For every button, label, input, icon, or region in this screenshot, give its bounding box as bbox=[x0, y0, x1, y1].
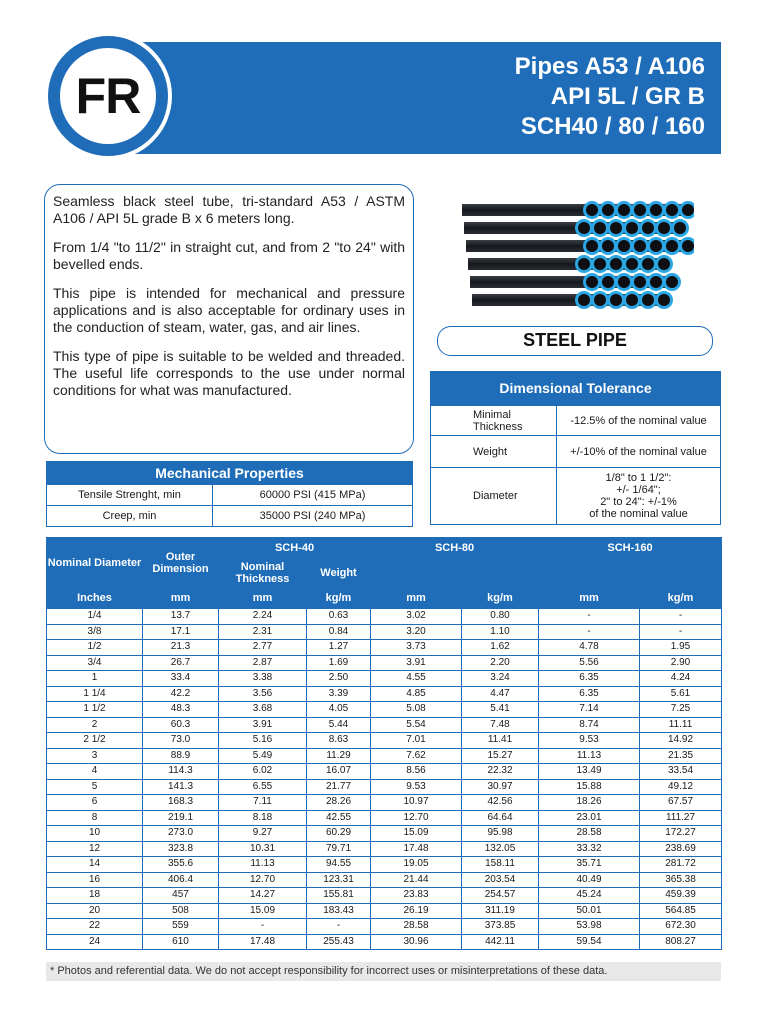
table-cell: - bbox=[307, 919, 371, 935]
table-cell: 11.13 bbox=[539, 748, 640, 764]
header-blank bbox=[462, 558, 539, 588]
table-cell: 59.54 bbox=[539, 934, 640, 950]
table-cell: 238.69 bbox=[640, 841, 722, 857]
unit-header: mm bbox=[539, 588, 640, 609]
table-cell: 42.56 bbox=[462, 795, 539, 811]
table-row bbox=[47, 841, 722, 857]
table-cell: 15.27 bbox=[462, 748, 539, 764]
mechanical-title: Mechanical Properties bbox=[47, 462, 412, 484]
tolerance-value-line: 2" to 24": +/-1% bbox=[600, 496, 677, 508]
table-row bbox=[47, 872, 722, 888]
table-cell: 35.71 bbox=[539, 857, 640, 873]
table-cell: 60.29 bbox=[307, 826, 371, 842]
table-cell: 21.44 bbox=[371, 872, 462, 888]
table-cell: 30.97 bbox=[462, 779, 539, 795]
unit-header: mm bbox=[143, 588, 219, 609]
table-row bbox=[47, 779, 722, 795]
pipe-dimensions-table bbox=[46, 537, 722, 950]
table-cell: 79.71 bbox=[307, 841, 371, 857]
table-cell: 88.9 bbox=[143, 748, 219, 764]
table-cell: 610 bbox=[143, 934, 219, 950]
table-cell: 2 1/2 bbox=[47, 733, 143, 749]
table-row bbox=[47, 888, 722, 904]
table-cell: 17.1 bbox=[143, 624, 219, 640]
table-cell: 5.49 bbox=[219, 748, 307, 764]
table-cell: 1 1/4 bbox=[47, 686, 143, 702]
table-cell: 5 bbox=[47, 779, 143, 795]
table-cell: 12.70 bbox=[371, 810, 462, 826]
table-row bbox=[47, 795, 722, 811]
mechanical-value: 60000 PSI (415 MPa) bbox=[259, 489, 366, 501]
table-cell: 13.7 bbox=[143, 609, 219, 625]
table-cell: 564.85 bbox=[640, 903, 722, 919]
table-row bbox=[47, 686, 722, 702]
table-cell: 311.19 bbox=[462, 903, 539, 919]
table-cell: 255.43 bbox=[307, 934, 371, 950]
header-nominal-diameter: Nominal Diameter bbox=[47, 538, 143, 588]
table-cell: 2.90 bbox=[640, 655, 722, 671]
table-cell: 1 1/2 bbox=[47, 702, 143, 718]
table-cell: 3.24 bbox=[462, 671, 539, 687]
tolerance-row bbox=[431, 467, 720, 524]
brand-logo bbox=[44, 32, 172, 160]
table-cell: 183.43 bbox=[307, 903, 371, 919]
table-cell: 442.11 bbox=[462, 934, 539, 950]
table-cell: 17.48 bbox=[371, 841, 462, 857]
table-row bbox=[47, 903, 722, 919]
table-cell: 53.98 bbox=[539, 919, 640, 935]
table-cell: 11.29 bbox=[307, 748, 371, 764]
tolerance-value: -12.5% of the nominal value bbox=[570, 414, 707, 427]
description-paragraph: From 1/4 "to 11/2" in straight cut, and from 2 "to 24" with bevelled ends. bbox=[53, 239, 405, 272]
table-cell: 95.98 bbox=[462, 826, 539, 842]
tolerance-title: Dimensional Tolerance bbox=[431, 372, 720, 405]
table-cell: 8 bbox=[47, 810, 143, 826]
title-line-2: API 5L / GR B bbox=[550, 83, 705, 110]
table-cell: 20 bbox=[47, 903, 143, 919]
table-cell: 8.18 bbox=[219, 810, 307, 826]
table-cell: - bbox=[539, 624, 640, 640]
table-cell: 6.55 bbox=[219, 779, 307, 795]
tolerance-row bbox=[431, 435, 720, 467]
table-cell: 672.30 bbox=[640, 919, 722, 935]
tolerance-row bbox=[431, 405, 720, 435]
table-row bbox=[47, 717, 722, 733]
page-title bbox=[515, 52, 705, 142]
mechanical-label: Tensile Strenght, min bbox=[47, 485, 213, 505]
table-cell: 11.11 bbox=[640, 717, 722, 733]
table-cell: 3.91 bbox=[371, 655, 462, 671]
tolerance-value: +/-10% of the nominal value bbox=[570, 445, 707, 458]
table-cell: 12 bbox=[47, 841, 143, 857]
table-row bbox=[47, 934, 722, 950]
table-cell: 8.56 bbox=[371, 764, 462, 780]
table-cell: 6.35 bbox=[539, 671, 640, 687]
table-cell: 254.57 bbox=[462, 888, 539, 904]
table-cell: 203.54 bbox=[462, 872, 539, 888]
table-cell: 2.20 bbox=[462, 655, 539, 671]
footnote: * Photos and referential data. We do not accept responsibility for incorrect uses or misinterpretations of these data. bbox=[46, 962, 721, 981]
header-group-sch40: SCH-40 bbox=[219, 538, 371, 558]
table-cell: 12.70 bbox=[219, 872, 307, 888]
table-cell: 21.3 bbox=[143, 640, 219, 656]
table-cell: - bbox=[539, 609, 640, 625]
table-cell: 3.38 bbox=[219, 671, 307, 687]
table-cell: 21.77 bbox=[307, 779, 371, 795]
table-cell: 0.63 bbox=[307, 609, 371, 625]
table-cell: 7.62 bbox=[371, 748, 462, 764]
table-cell: 10 bbox=[47, 826, 143, 842]
table-cell: 323.8 bbox=[143, 841, 219, 857]
table-cell: 459.39 bbox=[640, 888, 722, 904]
table-cell: 2.77 bbox=[219, 640, 307, 656]
table-cell: 6.35 bbox=[539, 686, 640, 702]
table-cell: 64.64 bbox=[462, 810, 539, 826]
table-cell: 28.58 bbox=[371, 919, 462, 935]
table-cell: 30.96 bbox=[371, 934, 462, 950]
unit-header: mm bbox=[371, 588, 462, 609]
table-cell: 73.0 bbox=[143, 733, 219, 749]
mechanical-row bbox=[47, 484, 412, 505]
tolerance-value-line: +/- 1/64"; bbox=[616, 484, 661, 496]
table-cell: 1.10 bbox=[462, 624, 539, 640]
table-cell: 355.6 bbox=[143, 857, 219, 873]
table-cell: 26.7 bbox=[143, 655, 219, 671]
table-cell: 6.02 bbox=[219, 764, 307, 780]
table-cell: 5.54 bbox=[371, 717, 462, 733]
table-cell: 67.57 bbox=[640, 795, 722, 811]
tolerance-value-line: 1/8" to 1 1/2": bbox=[605, 472, 672, 484]
unit-header: mm bbox=[219, 588, 307, 609]
table-cell: 21.35 bbox=[640, 748, 722, 764]
header-banner bbox=[92, 42, 721, 154]
table-cell: 2.87 bbox=[219, 655, 307, 671]
table-cell: - bbox=[219, 919, 307, 935]
unit-header: kg/m bbox=[307, 588, 371, 609]
table-cell: 50.01 bbox=[539, 903, 640, 919]
table-cell: 7.11 bbox=[219, 795, 307, 811]
table-cell: 5.44 bbox=[307, 717, 371, 733]
table-cell: 4.78 bbox=[539, 640, 640, 656]
table-cell: 281.72 bbox=[640, 857, 722, 873]
mechanical-properties-table bbox=[46, 461, 413, 527]
tolerance-label: Weight bbox=[431, 436, 557, 467]
table-cell: 559 bbox=[143, 919, 219, 935]
table-row bbox=[47, 624, 722, 640]
table-cell: - bbox=[640, 624, 722, 640]
tolerance-label: Minimal Thickness bbox=[431, 406, 557, 435]
table-cell: 19.05 bbox=[371, 857, 462, 873]
table-cell: 14.92 bbox=[640, 733, 722, 749]
table-cell: 172.27 bbox=[640, 826, 722, 842]
header-group-sch80: SCH-80 bbox=[371, 538, 539, 558]
table-cell: 5.41 bbox=[462, 702, 539, 718]
mechanical-value: 35000 PSI (240 MPa) bbox=[259, 510, 366, 522]
table-cell: 808.27 bbox=[640, 934, 722, 950]
table-cell: 4.85 bbox=[371, 686, 462, 702]
table-cell: 4.55 bbox=[371, 671, 462, 687]
table-row bbox=[47, 655, 722, 671]
table-cell: 49.12 bbox=[640, 779, 722, 795]
table-cell: 1.95 bbox=[640, 640, 722, 656]
tolerance-label: Diameter bbox=[431, 468, 557, 524]
header-blank bbox=[371, 558, 462, 588]
table-cell: 2.24 bbox=[219, 609, 307, 625]
table-cell: 3.73 bbox=[371, 640, 462, 656]
table-cell: 3.39 bbox=[307, 686, 371, 702]
header-weight: Weight bbox=[307, 558, 371, 588]
table-cell: 2.50 bbox=[307, 671, 371, 687]
table-row bbox=[47, 671, 722, 687]
description-paragraph: This type of pipe is suitable to be welded and threaded. The useful life corresponds to the use under normal conditions for what was manufactured. bbox=[53, 348, 405, 398]
table-cell: 5.16 bbox=[219, 733, 307, 749]
table-cell: 5.56 bbox=[539, 655, 640, 671]
table-cell: 0.84 bbox=[307, 624, 371, 640]
table-cell: 15.09 bbox=[219, 903, 307, 919]
table-cell: 23.83 bbox=[371, 888, 462, 904]
table-cell: 22 bbox=[47, 919, 143, 935]
table-row bbox=[47, 733, 722, 749]
table-cell: 11.13 bbox=[219, 857, 307, 873]
table-cell: 155.81 bbox=[307, 888, 371, 904]
header-outer-dimension: Outer Dimension bbox=[143, 538, 219, 588]
unit-header: kg/m bbox=[640, 588, 722, 609]
table-cell: 114.3 bbox=[143, 764, 219, 780]
table-row bbox=[47, 609, 722, 625]
table-cell: 94.55 bbox=[307, 857, 371, 873]
table-cell: 7.14 bbox=[539, 702, 640, 718]
table-cell: 8.74 bbox=[539, 717, 640, 733]
description-paragraph: This pipe is intended for mechanical and pressure applications and is also acceptable for ordinary uses in the conduction of steam, water, gas, and air lines. bbox=[53, 285, 405, 335]
product-label: STEEL PIPE bbox=[437, 326, 713, 356]
table-cell: 60.3 bbox=[143, 717, 219, 733]
unit-header: kg/m bbox=[462, 588, 539, 609]
table-cell: 23.01 bbox=[539, 810, 640, 826]
table-cell: 1.62 bbox=[462, 640, 539, 656]
table-cell: 26.19 bbox=[371, 903, 462, 919]
table-cell: 457 bbox=[143, 888, 219, 904]
mechanical-row bbox=[47, 505, 412, 526]
table-cell: 1.27 bbox=[307, 640, 371, 656]
table-cell: 10.97 bbox=[371, 795, 462, 811]
table-cell: 16.07 bbox=[307, 764, 371, 780]
description-paragraph: Seamless black steel tube, tri-standard A53 / ASTM A106 / API 5L grade B x 6 meters long. bbox=[53, 193, 405, 226]
table-cell: 15.09 bbox=[371, 826, 462, 842]
table-cell: 7.01 bbox=[371, 733, 462, 749]
table-cell: 18 bbox=[47, 888, 143, 904]
table-cell: 18.26 bbox=[539, 795, 640, 811]
table-cell: 3/8 bbox=[47, 624, 143, 640]
table-cell: 7.25 bbox=[640, 702, 722, 718]
table-cell: 0.80 bbox=[462, 609, 539, 625]
table-cell: 9.27 bbox=[219, 826, 307, 842]
table-cell: 273.0 bbox=[143, 826, 219, 842]
table-cell: 48.3 bbox=[143, 702, 219, 718]
table-cell: 168.3 bbox=[143, 795, 219, 811]
table-cell: 219.1 bbox=[143, 810, 219, 826]
table-row bbox=[47, 748, 722, 764]
table-cell: 28.58 bbox=[539, 826, 640, 842]
table-cell: 123.31 bbox=[307, 872, 371, 888]
table-cell: 11.41 bbox=[462, 733, 539, 749]
header-group-sch160: SCH-160 bbox=[539, 538, 722, 558]
table-cell: 15.88 bbox=[539, 779, 640, 795]
table-cell: 33.54 bbox=[640, 764, 722, 780]
table-cell: 3.68 bbox=[219, 702, 307, 718]
table-cell: 1 bbox=[47, 671, 143, 687]
table-cell: 4.24 bbox=[640, 671, 722, 687]
table-cell: 1.69 bbox=[307, 655, 371, 671]
table-row bbox=[47, 919, 722, 935]
table-cell: 3/4 bbox=[47, 655, 143, 671]
table-cell: 2.31 bbox=[219, 624, 307, 640]
table-cell: 158.11 bbox=[462, 857, 539, 873]
table-cell: 5.61 bbox=[640, 686, 722, 702]
title-line-1: Pipes A53 / A106 bbox=[514, 53, 705, 80]
table-cell: 141.3 bbox=[143, 779, 219, 795]
table-cell: 373.85 bbox=[462, 919, 539, 935]
title-line-3: SCH40 / 80 / 160 bbox=[520, 113, 705, 140]
table-cell: 4.47 bbox=[462, 686, 539, 702]
table-cell: 111.27 bbox=[640, 810, 722, 826]
table-cell: 14 bbox=[47, 857, 143, 873]
table-cell: 28.26 bbox=[307, 795, 371, 811]
dimensional-tolerance-table bbox=[430, 371, 721, 525]
header-blank bbox=[539, 558, 640, 588]
table-cell: 8.63 bbox=[307, 733, 371, 749]
table-cell: 13.49 bbox=[539, 764, 640, 780]
unit-header: Inches bbox=[47, 588, 143, 609]
header-blank bbox=[640, 558, 722, 588]
table-cell: 3.56 bbox=[219, 686, 307, 702]
table-cell: 45.24 bbox=[539, 888, 640, 904]
table-cell: 14.27 bbox=[219, 888, 307, 904]
logo-text: FR bbox=[75, 68, 141, 124]
table-cell: 33.4 bbox=[143, 671, 219, 687]
table-row bbox=[47, 810, 722, 826]
table-row bbox=[47, 640, 722, 656]
steel-pipe-image bbox=[462, 196, 694, 314]
table-cell: 3.20 bbox=[371, 624, 462, 640]
mechanical-label: Creep, min bbox=[47, 506, 213, 526]
table-cell: 33.32 bbox=[539, 841, 640, 857]
table-cell: 42.2 bbox=[143, 686, 219, 702]
table-cell: 1/2 bbox=[47, 640, 143, 656]
table-cell: 3.02 bbox=[371, 609, 462, 625]
table-cell: 9.53 bbox=[539, 733, 640, 749]
table-cell: 1/4 bbox=[47, 609, 143, 625]
table-cell: 4 bbox=[47, 764, 143, 780]
description-box bbox=[44, 184, 414, 454]
table-cell: 42.55 bbox=[307, 810, 371, 826]
table-cell: 2 bbox=[47, 717, 143, 733]
table-cell: - bbox=[640, 609, 722, 625]
header-nominal-thickness: Nominal Thickness bbox=[219, 558, 307, 588]
table-cell: 3 bbox=[47, 748, 143, 764]
table-cell: 22.32 bbox=[462, 764, 539, 780]
table-cell: 16 bbox=[47, 872, 143, 888]
table-cell: 24 bbox=[47, 934, 143, 950]
tolerance-value bbox=[557, 468, 720, 524]
table-row bbox=[47, 702, 722, 718]
table-cell: 508 bbox=[143, 903, 219, 919]
table-cell: 406.4 bbox=[143, 872, 219, 888]
table-cell: 365.38 bbox=[640, 872, 722, 888]
table-cell: 132.05 bbox=[462, 841, 539, 857]
table-cell: 3.91 bbox=[219, 717, 307, 733]
table-cell: 40.49 bbox=[539, 872, 640, 888]
table-cell: 10.31 bbox=[219, 841, 307, 857]
table-cell: 9.53 bbox=[371, 779, 462, 795]
table-cell: 5.08 bbox=[371, 702, 462, 718]
table-row bbox=[47, 857, 722, 873]
table-row bbox=[47, 826, 722, 842]
table-cell: 17.48 bbox=[219, 934, 307, 950]
table-row bbox=[47, 764, 722, 780]
table-cell: 7.48 bbox=[462, 717, 539, 733]
table-cell: 6 bbox=[47, 795, 143, 811]
table-cell: 4.05 bbox=[307, 702, 371, 718]
tolerance-value-line: of the nominal value bbox=[589, 508, 688, 520]
